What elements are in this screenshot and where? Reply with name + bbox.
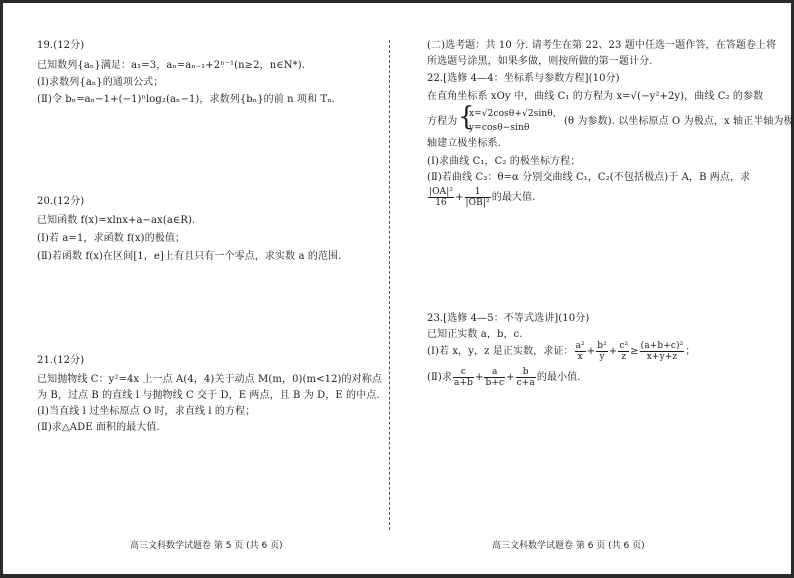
- q19-part2: (Ⅱ)令 bₙ=aₙ−1+(−1)ⁿlog₂(aₙ−1)，求数列{bₙ}的前 n 项和 Tₙ.: [37, 94, 335, 105]
- q22-part2: (Ⅱ)若曲线 C₃：θ=α 分别交曲线 C₁，C₂(不包括极点)于 A，B 两点，求: [427, 172, 751, 183]
- q21-stem-line1: 已知抛物线 C：y²=4x 上一点 A(4，4)关于动点 M(m，0)(m<12)的对称点: [37, 374, 382, 385]
- q22-line2-prefix: 方程为: [427, 116, 458, 127]
- q20-part2: (Ⅱ)若函数 f(x)在区间[1，e]上有且只有一个零点，求实数 a 的范围.: [37, 251, 342, 262]
- q19-stem: 已知数列{aₙ}满足：a₁=3，aₙ=aₙ₋₁+2ⁿ⁻¹(n≥2，n∈N*).: [37, 60, 305, 71]
- page-divider: [389, 40, 390, 530]
- q23-title: 23.[选修 4—5：不等式选讲](10分): [427, 313, 590, 324]
- page-6: [398, 0, 794, 578]
- q22-max-expression: $\frac{\text{|OA|²}}{16}$ + $\frac{1}{\text{|OB|²}}$ 的最大值.: [429, 187, 536, 208]
- fraction-a-bc: $\frac{a}{b+c}$: [485, 367, 505, 388]
- q23-part2: (Ⅱ)求 $\frac{c}{a+b}$ + $\frac{a}{b+c}$ + $\frac{b}{c+a}$ 的最小值.: [427, 367, 581, 388]
- q22-system-eq1: x=√2cosθ+√2sinθ，: [469, 109, 562, 119]
- q22-line3: 轴建立极坐标系.: [427, 138, 501, 149]
- q21-title: 21.(12分): [37, 355, 85, 366]
- q21-stem-line2: 为 B，过点 B 的直线 l 与抛物线 C 交于 D，E 两点，且 B 为 D，E 的中点.: [37, 390, 380, 401]
- system-brace: {: [458, 102, 475, 132]
- fraction-c-ab: $\frac{c}{a+b}$: [454, 367, 473, 388]
- q21-part1: (Ⅰ)当直线 l 过坐标原点 O 时，求直线 l 的方程；: [37, 406, 256, 417]
- section-intro-line2: 所选题号涂黑，如果多做，则按所做的第一题计分.: [427, 56, 653, 67]
- fraction-oa: $\frac{\text{|OA|²}}{16}$: [429, 187, 454, 208]
- q23-part1: (Ⅰ)若 x，y，z 是正实数，求证： $\frac{\text{a²}}{x}$ + $\frac{\text{b²}}{y}$ + $\frac{\text{c²}}{z}$ ≥ $\frac{\text{(a+b+c)²}}{x+y+z}$ ；: [427, 341, 696, 362]
- q19-part1: (Ⅰ)求数列{aₙ}的通项公式；: [37, 77, 164, 88]
- q22-title: 22.[选修 4—4：坐标系与参数方程](10分): [427, 73, 620, 84]
- page-5: [0, 0, 392, 578]
- fraction-ob: $\frac{1}{\text{|OB|²}}$: [465, 187, 490, 208]
- q20-part1: (Ⅰ)若 a=1，求函数 f(x)的极值；: [37, 233, 186, 244]
- q20-title: 20.(12分): [37, 196, 85, 207]
- fraction-c2-z: $\frac{\text{c²}}{z}$: [619, 341, 629, 362]
- fraction-b2-y: $\frac{\text{b²}}{y}$: [597, 341, 607, 362]
- fraction-b-ca: $\frac{b}{c+a}$: [516, 367, 535, 388]
- section-intro-line1: (二)选考题：共 10 分. 请考生在第 22、23 题中任选一题作答，在答题卷上将: [427, 40, 777, 51]
- q22-line2-suffix: (θ 为参数). 以坐标原点 O 为极点，x 轴正半轴为极: [564, 116, 794, 127]
- q19-title: 19.(12分): [37, 40, 85, 51]
- q21-part2: (Ⅱ)求△ADE 面积的最大值.: [37, 422, 160, 433]
- fraction-a2-x: $\frac{\text{a²}}{x}$: [575, 341, 585, 362]
- q20-stem: 已知函数 f(x)=xlnx+a−ax(a∈R).: [37, 215, 196, 226]
- q22-line1: 在直角坐标系 xOy 中，曲线 C₁ 的方程为 x=√(−y²+2y)，曲线 C₂ 的参数: [427, 91, 764, 102]
- page-5-footer: 高三文科数学试题卷 第 5 页 (共 6 页): [130, 541, 283, 551]
- q23-stem: 已知正实数 a，b，c.: [427, 329, 523, 340]
- fraction-sum-squared: $\frac{\text{(a+b+c)²}}{x+y+z}$: [640, 341, 684, 362]
- q22-system-eq2: y=cosθ−sinθ: [469, 123, 530, 133]
- page-6-footer: 高三文科数学试题卷 第 6 页 (共 6 页): [492, 541, 645, 551]
- q22-part1: (Ⅰ)求曲线 C₁，C₂ 的极坐标方程；: [427, 156, 581, 167]
